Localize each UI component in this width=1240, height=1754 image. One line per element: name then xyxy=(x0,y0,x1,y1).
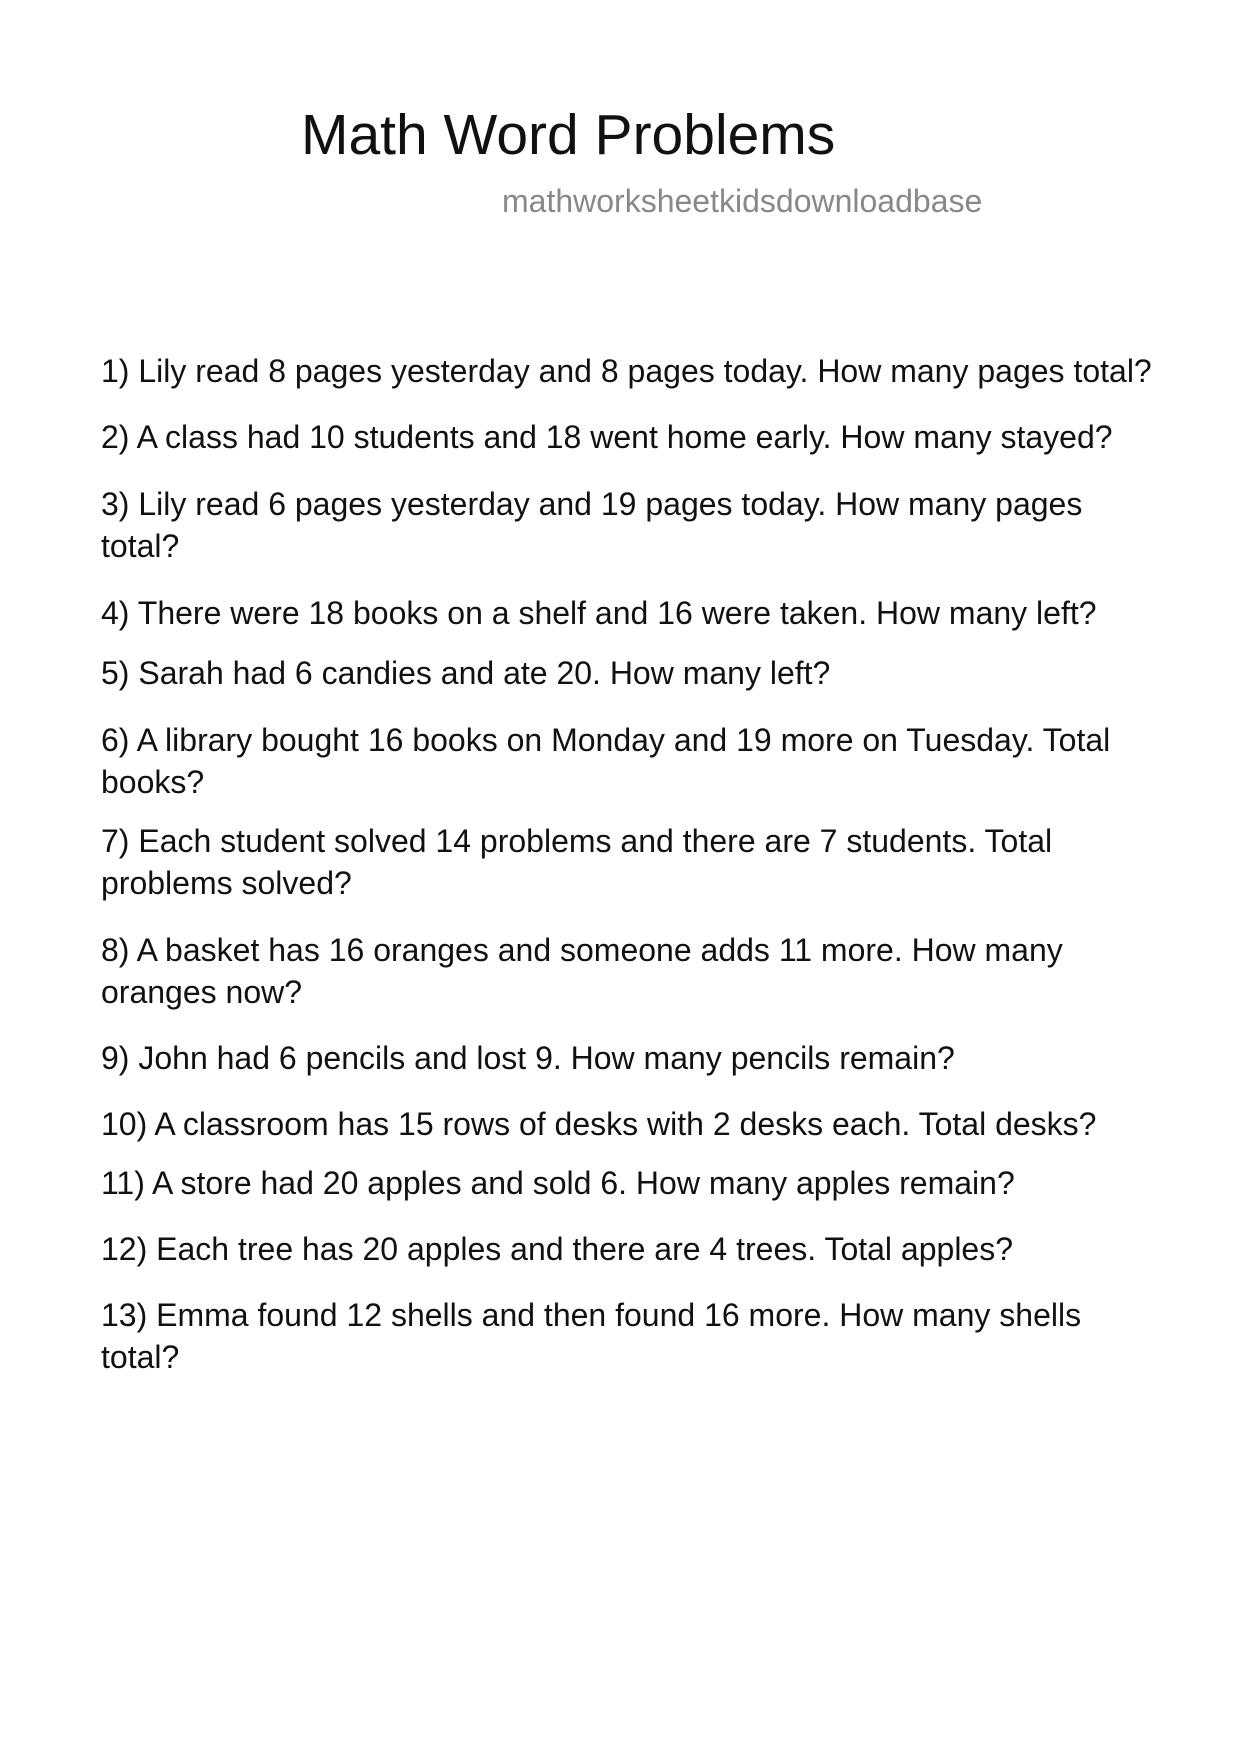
problem-10: 10) A classroom has 15 rows of desks with 2 desks each. Total desks? xyxy=(101,1106,1097,1142)
problem-8: 8) A basket has 16 oranges and someone adds 11 more. How many oranges now? xyxy=(101,932,1063,1010)
problem-4: 4) There were 18 books on a shelf and 16 were taken. How many left? xyxy=(101,595,1097,631)
problem-list xyxy=(101,350,1161,1378)
problem-13: 13) Emma found 12 shells and then found 16 more. How many shells total? xyxy=(101,1297,1082,1375)
problem-6: 6) A library bought 16 books on Monday and 19 more on Tuesday. Total books? xyxy=(101,722,1111,800)
problem-9: 9) John had 6 pencils and lost 9. How many pencils remain? xyxy=(101,1040,955,1076)
problem-3: 3) Lily read 6 pages yesterday and 19 pages today. How many pages total? xyxy=(101,486,1083,564)
problem-7: 7) Each student solved 14 problems and there are 7 students. Total problems solved? xyxy=(101,823,1053,901)
page-title: Math Word Problems xyxy=(301,103,836,167)
problem-1: 1) Lily read 8 pages yesterday and 8 pages today. How many pages total? xyxy=(101,353,1152,389)
problem-12: 12) Each tree has 20 apples and there are 4 trees. Total apples? xyxy=(101,1231,1014,1267)
problem-5: 5) Sarah had 6 candies and ate 20. How many left? xyxy=(101,655,831,691)
problem-11: 11) A store had 20 apples and sold 6. How many apples remain? xyxy=(101,1165,1015,1201)
problem-2: 2) A class had 10 students and 18 went home early. How many stayed? xyxy=(101,419,1113,455)
page-subtitle: mathworksheetkidsdownloadbase xyxy=(502,183,983,219)
